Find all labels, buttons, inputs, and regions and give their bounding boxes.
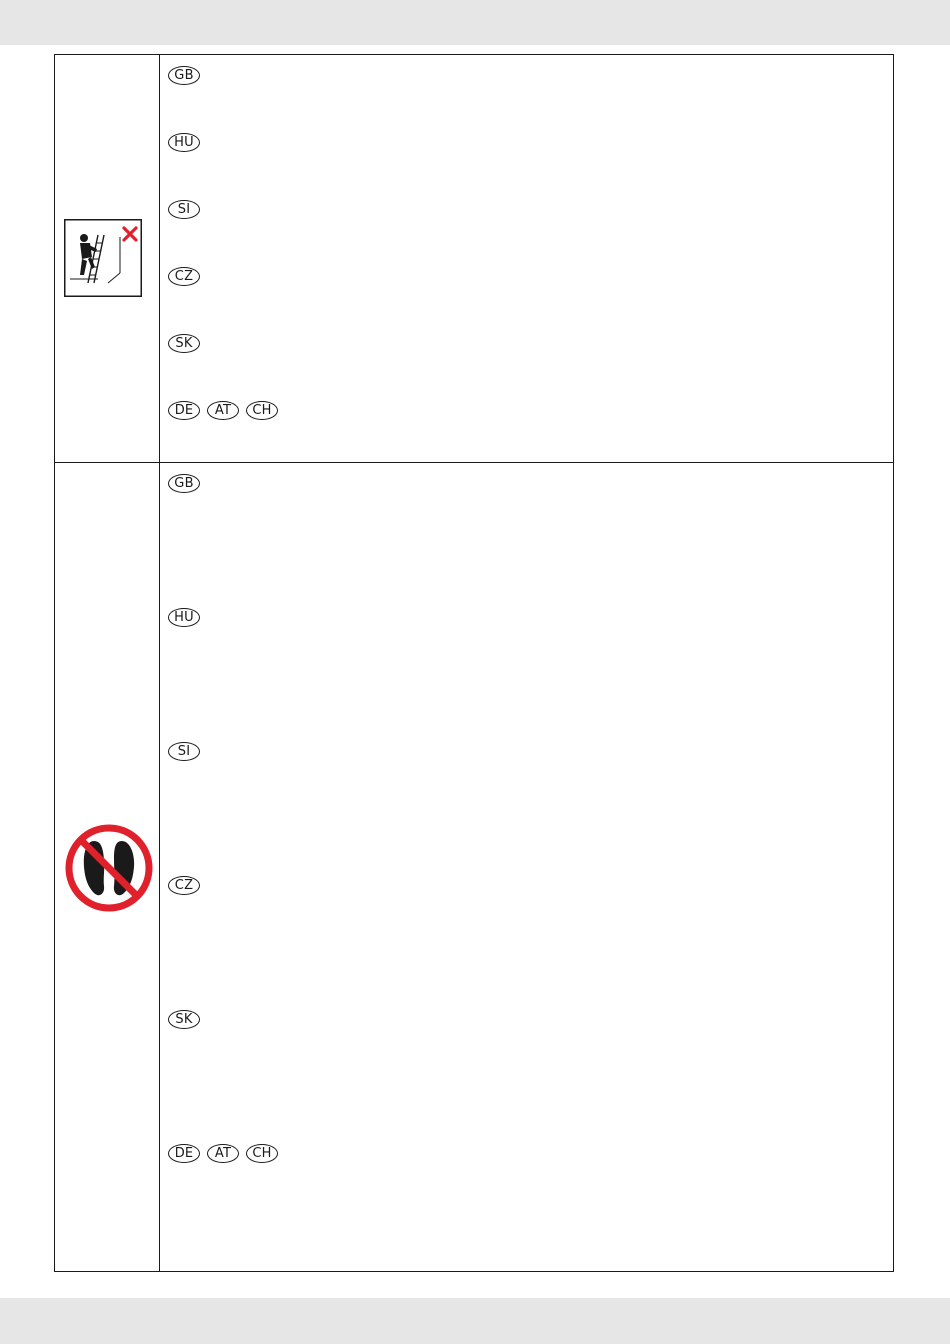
language-badge-si: SI xyxy=(168,742,200,761)
language-marker-row xyxy=(168,401,278,421)
language-badge-at: AT xyxy=(207,401,239,420)
row-divider xyxy=(55,462,893,463)
language-badge-de: DE xyxy=(168,401,200,420)
warning-table xyxy=(54,54,894,1272)
language-badge-cz: CZ xyxy=(168,876,200,895)
language-badge-hu: HU xyxy=(168,133,200,152)
no-stepping-icon xyxy=(64,821,154,915)
language-marker-row xyxy=(168,267,200,287)
language-marker-row xyxy=(168,474,200,494)
language-badge-si: SI xyxy=(168,200,200,219)
language-marker-row xyxy=(168,608,200,628)
language-badge-gb: GB xyxy=(168,474,200,493)
language-marker-row xyxy=(168,133,200,153)
language-badge-hu: HU xyxy=(168,608,200,627)
language-badge-sk: SK xyxy=(168,334,200,353)
language-badge-ch: CH xyxy=(246,1144,278,1163)
language-marker-row xyxy=(168,66,200,86)
footer-band xyxy=(0,1298,950,1344)
language-marker-row xyxy=(168,334,200,354)
language-badge-cz: CZ xyxy=(168,267,200,286)
language-marker-row xyxy=(168,742,200,762)
language-badge-gb: GB xyxy=(168,66,200,85)
language-marker-row xyxy=(168,1010,200,1030)
language-badge-at: AT xyxy=(207,1144,239,1163)
row-2-icon-cell xyxy=(55,55,159,864)
language-badge-sk: SK xyxy=(168,1010,200,1029)
header-band xyxy=(0,0,950,45)
language-badge-de: DE xyxy=(168,1144,200,1163)
language-marker-row xyxy=(168,1144,278,1164)
language-marker-row xyxy=(168,876,200,896)
language-badge-ch: CH xyxy=(246,401,278,420)
language-marker-row xyxy=(168,200,200,220)
column-divider xyxy=(159,55,160,1271)
